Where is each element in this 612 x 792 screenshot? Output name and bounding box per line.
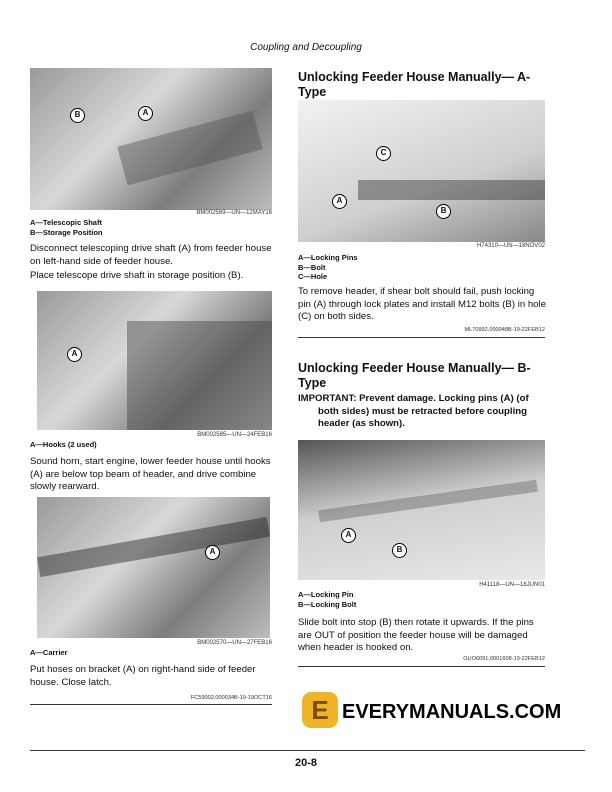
figure-code: BM002569—UN—12MAY16 [196, 210, 272, 216]
divider [298, 337, 545, 338]
section-title: Coupling and Decoupling [250, 42, 362, 53]
reference-code: FC59002,000034B-19-19OCT16 [190, 695, 272, 701]
figure-code: H74310—UN—18NOV02 [476, 243, 545, 249]
paragraph: Sound horn, start engine, lower feeder house until hooks (A) are below top beam of header, and drive combine slowly rearward. [30, 456, 271, 492]
divider [30, 704, 272, 705]
callout-c: C [376, 146, 391, 161]
important-notice [298, 393, 548, 431]
figure-code: BM002570—UN—27FEB16 [197, 640, 272, 646]
callout-a: A [205, 545, 220, 560]
figure-code: BM002585—UN—24FEB16 [197, 432, 272, 438]
page-number: 20-8 [294, 757, 318, 769]
reference-code: ML70992,000048B-19-22FEB12 [464, 327, 545, 333]
carrier-photo [37, 497, 270, 638]
callout-b: B [392, 543, 407, 558]
locking-pins-photo [298, 100, 545, 242]
divider [298, 666, 545, 667]
callout-b: B [436, 204, 451, 219]
figure-legend [30, 648, 68, 658]
important-label: IMPORTANT: [298, 393, 357, 404]
legend-item: B—Locking Bolt [298, 599, 357, 609]
callout-a: A [332, 194, 347, 209]
callout-a: A [67, 347, 82, 362]
legend-item: A—Locking Pin [298, 590, 354, 599]
locking-pin-photo [298, 440, 545, 580]
legend-item: C—Hole [298, 272, 328, 281]
paragraph: Place telescope drive shaft in storage position (B). [30, 270, 244, 281]
legend-item: A—Carrier [30, 648, 68, 657]
paragraph: To remove header, if shear bolt should fail, push locking pin (A) through lock plates and install M12 bolts (B) in hole (C) on both sides. [298, 286, 546, 322]
reference-code: OUO6091,0001608-19-22FEB12 [463, 656, 545, 662]
figure-code: H41118—UN—18JUN01 [479, 582, 545, 588]
figure-legend [30, 218, 103, 237]
figure-legend [30, 440, 97, 450]
watermark-text: EVERYMANUALS.COM [342, 701, 562, 723]
legend-item: B—Storage Position [30, 227, 103, 237]
figure-legend [298, 253, 358, 282]
section-heading: Unlocking Feeder House Manually— B-Type [298, 361, 531, 390]
callout-b: B [70, 108, 85, 123]
legend-item: A—Hooks (2 used) [30, 440, 97, 449]
section-heading: Unlocking Feeder House Manually— A-Type [298, 70, 531, 99]
paragraph: Put hoses on bracket (A) on right-hand side of feeder house. Close latch. [30, 664, 256, 688]
footer-divider [30, 750, 585, 751]
telescopic-shaft-photo [30, 68, 272, 210]
paragraph: Disconnect telescoping drive shaft (A) from feeder house on left-hand side of feeder house. [30, 243, 272, 267]
callout-a: A [138, 106, 153, 121]
figure-legend [298, 590, 356, 609]
legend-item: A—Locking Pins [298, 253, 358, 262]
legend-item: A—Telescopic Shaft [30, 218, 102, 227]
important-text: Prevent damage. Locking pins (A) (of both sides) must be retracted before coupling header (as shown). [318, 393, 529, 429]
paragraph: Slide bolt into stop (B) then rotate it upwards. If the pins are OUT of position the feeder house will be damaged when header is hooked on. [298, 617, 534, 653]
watermark-logo: E [302, 692, 338, 728]
callout-a: A [341, 528, 356, 543]
legend-item: B—Bolt [298, 262, 326, 272]
hooks-photo [37, 291, 272, 430]
